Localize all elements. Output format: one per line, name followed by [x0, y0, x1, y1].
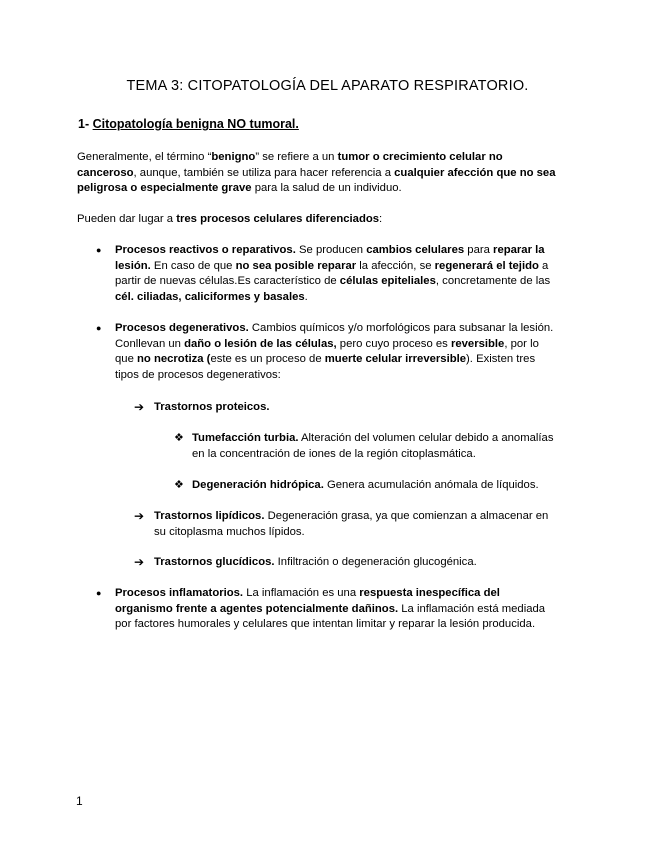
text-run: Infiltración o degeneración glucogénica.	[274, 556, 477, 568]
text-run: muerte celular irreversible	[324, 353, 467, 365]
text-run: por factores humorales y celulares que intentan limitar y reparar la lesión producida.	[115, 618, 536, 630]
text-run: canceroso	[77, 166, 134, 179]
text-run: Alteración del volumen celular debido a anomalías	[298, 432, 554, 444]
section-number: 1-	[78, 117, 93, 131]
text-run: para	[464, 244, 494, 256]
sub-glucidic-disorders	[154, 555, 584, 571]
text-run: que	[115, 353, 137, 365]
text-run: ). Existen tres	[466, 353, 536, 365]
text-run: respuesta inespecífica del	[359, 587, 500, 599]
text-run: Procesos inflamatorios.	[115, 587, 244, 599]
text-run: , por lo	[504, 337, 539, 350]
text-run: Trastornos proteicos.	[154, 401, 270, 413]
bullet-degenerative	[115, 321, 585, 383]
diamond-marker: ❖	[174, 479, 184, 491]
text-run: su citoplasma muchos lípidos.	[154, 525, 305, 538]
text-run: Procesos degenerativos.	[115, 322, 249, 334]
text-run: La inflamación está mediada	[398, 602, 546, 615]
bullet-inflammatory	[115, 586, 585, 633]
text-run: , aunque, también se utiliza para hacer referencia a	[133, 166, 395, 179]
sub-protein-disorders	[154, 400, 574, 416]
text-run: en la concentración de iones de la región citoplasmática.	[192, 447, 476, 460]
page-number: 1	[76, 794, 83, 808]
bullet-reactive	[115, 243, 585, 305]
diamond-marker: ❖	[174, 432, 184, 444]
text-run: tumor o crecimiento celular no	[337, 151, 503, 163]
lead-paragraph	[77, 212, 597, 228]
bullet-marker: ●	[96, 245, 102, 255]
text-run: la afección, se	[356, 259, 435, 272]
text-run: Tumefacción turbia.	[192, 432, 299, 444]
text-run: La inflamación es una	[243, 587, 360, 599]
sub-cloudy-swelling	[192, 431, 592, 462]
arrow-marker: ➔	[134, 555, 145, 569]
text-run: Degeneración hidrópica.	[192, 479, 324, 491]
bullet-marker: ●	[96, 323, 102, 333]
text-run: regenerará el tejido	[434, 259, 539, 272]
text-run: este es un proceso de	[210, 353, 325, 365]
text-run: reparar la	[493, 244, 545, 256]
sub-lipid-disorders	[154, 509, 584, 540]
page-title: TEMA 3: CITOPATOLOGÍA DEL APARATO RESPIRATORIO.	[126, 78, 529, 94]
text-run: lesión.	[115, 259, 151, 272]
text-run: Degeneración grasa, ya que comienzan a almacenar en	[264, 510, 549, 522]
text-run: peligrosa o especialmente grave	[77, 182, 252, 194]
text-run: no sea posible reparar	[235, 259, 357, 272]
text-run: Cambios químicos y/o morfológicos para subsanar la lesión.	[248, 322, 554, 334]
text-run: cualquier afección que no sea	[394, 166, 556, 179]
arrow-marker: ➔	[134, 400, 145, 414]
text-run: :	[379, 213, 383, 225]
text-run: no necrotiza (	[137, 353, 211, 365]
text-run: para la salud de un individuo.	[251, 182, 402, 194]
text-run: reversible	[450, 337, 505, 350]
text-run: benigno	[211, 151, 256, 163]
text-run: Procesos reactivos o reparativos.	[115, 244, 296, 256]
sub-hydropic-degeneration	[192, 478, 592, 494]
text-run: cambios celulares	[366, 244, 465, 256]
bullet-marker: ●	[96, 588, 102, 598]
text-run: daño o lesión de las células,	[184, 337, 337, 350]
text-run: organismo frente a agentes potencialmente dañinos.	[115, 602, 399, 615]
text-run: , concretamente de las	[435, 275, 551, 287]
text-run: Generalmente, el término “	[77, 151, 212, 163]
text-run: tres procesos celulares diferenciados	[176, 213, 380, 225]
text-run: pero cuyo proceso es	[336, 337, 451, 350]
intro-paragraph	[77, 150, 597, 197]
text-run: a	[538, 259, 549, 272]
text-run: Pueden dar lugar a	[77, 213, 177, 225]
text-run: En caso de que	[150, 259, 236, 272]
text-run: Trastornos lipídicos.	[154, 510, 265, 522]
text-run: Se producen	[295, 244, 367, 256]
section-heading-text: Citopatología benigna NO tumoral.	[92, 117, 299, 131]
section-heading	[78, 117, 299, 131]
text-run: Conllevan un	[115, 337, 185, 350]
text-run: cél. ciliadas, caliciformes y basales	[115, 290, 305, 303]
text-run: Genera acumulación anómala de líquidos.	[323, 479, 539, 491]
text-run: Trastornos glucídicos.	[154, 556, 275, 568]
text-run: partir de nuevas células.Es característico de	[115, 275, 340, 287]
text-run: ” se refiere a un	[255, 151, 338, 163]
text-run: .	[304, 290, 308, 303]
arrow-marker: ➔	[134, 509, 145, 523]
text-run: tipos de procesos degenerativos:	[115, 368, 281, 381]
text-run: células epiteliales	[339, 275, 436, 287]
